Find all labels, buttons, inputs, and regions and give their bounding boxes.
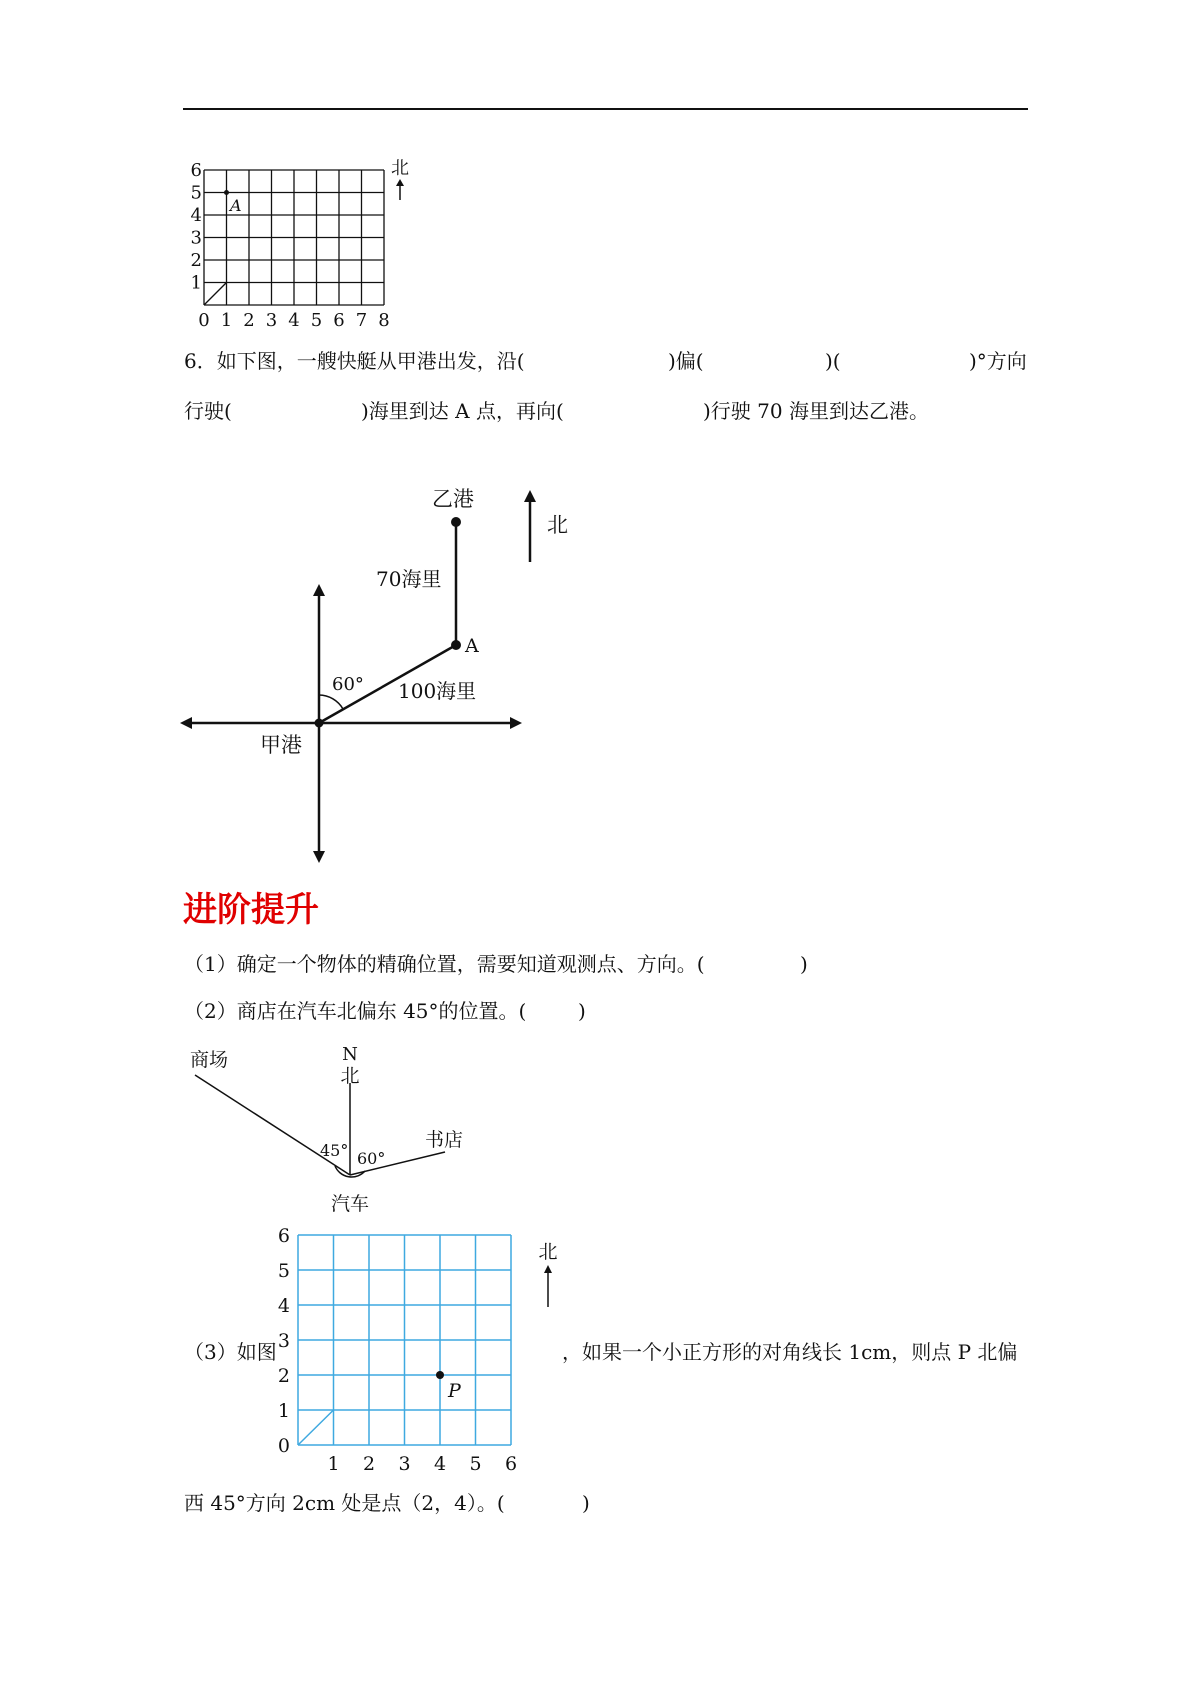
y-tick: 2 [190, 250, 202, 271]
q6-text-1: 6．如下图，一艘快艇从甲港出发，沿( [184, 349, 525, 373]
y-tick: 3 [190, 227, 202, 249]
y-tick: 1 [190, 272, 202, 294]
x-tick: 3 [265, 310, 278, 331]
car-bearing-diagram [180, 1040, 500, 1220]
car-label: 汽车 [330, 1193, 370, 1215]
header-rule [183, 108, 1028, 110]
north-arrow-icon [396, 179, 404, 200]
q6-text-5: 行驶( [184, 399, 232, 423]
y-tick: 4 [277, 1295, 290, 1317]
tf-q2 [184, 997, 586, 1025]
section-title: 进阶提升 [183, 890, 319, 930]
point-a-label: A [465, 635, 479, 657]
tf-q3-line-2-text: 西 45°方向 2cm 处是点（2，4）。( [184, 1491, 505, 1515]
y-tick: 5 [277, 1260, 290, 1282]
coordinate-grid-blue [270, 1225, 570, 1475]
coordinate-grid-top [180, 155, 410, 330]
x-tick: 1 [327, 1453, 340, 1475]
q6-text-7: )行驶 70 海里到达乙港。 [703, 399, 929, 423]
mall-label: 商场 [190, 1049, 229, 1071]
y-tick: 6 [277, 1225, 290, 1247]
angle-45-label: 45° [320, 1141, 349, 1160]
x-tick: 2 [243, 310, 255, 331]
x-tick: 5 [469, 1453, 482, 1475]
tf-q2-text: （2）商店在汽车北偏东 45°的位置。( [184, 999, 527, 1023]
distance-100-label: 100海里 [398, 679, 477, 703]
x-tick: 6 [504, 1453, 518, 1475]
bookstore-label: 书店 [425, 1129, 464, 1151]
port-a-label: 甲港 [260, 733, 302, 757]
x-tick: 2 [362, 1453, 376, 1475]
blue-grid-lines [298, 1235, 511, 1445]
point-p-label: P [448, 1380, 461, 1402]
x-tick: 7 [355, 310, 368, 331]
y-tick: 1 [277, 1400, 290, 1422]
north-label: 北 [538, 1241, 558, 1263]
tf-q1 [184, 950, 808, 978]
tf-q3-suffix: ，如果一个小正方形的对角线长 1cm，则点 P 北偏 [562, 1340, 1018, 1364]
tf-q3-line-2 [184, 1489, 590, 1517]
y-tick: 5 [190, 182, 202, 204]
x-tick: 3 [398, 1453, 411, 1475]
x-tick: 0 [198, 310, 210, 331]
x-tick: 5 [310, 310, 323, 331]
q6-text-2: )偏( [668, 349, 704, 373]
x-tick: 4 [288, 310, 300, 331]
q6-text-3: )( [825, 349, 841, 373]
y-tick: 6 [190, 160, 202, 181]
angle-60-label: 60° [357, 1149, 386, 1168]
x-tick: 6 [333, 310, 345, 331]
tf-q3-close: ) [582, 1491, 590, 1515]
boat-route-diagram [180, 480, 600, 860]
point-a-label: A [230, 196, 242, 215]
tf-q3-prefix: （3）如图 [184, 1340, 277, 1364]
north-label: 北 [547, 513, 568, 537]
north-label: 北 [340, 1065, 360, 1087]
n-label: N [342, 1044, 358, 1065]
tf-q2-close: ) [578, 999, 586, 1023]
x-tick: 1 [220, 310, 233, 331]
x-tick: 8 [378, 310, 390, 331]
tf-q1-text: （1）确定一个物体的精确位置，需要知道观测点、方向。( [184, 952, 705, 976]
tf-q3-line-1 [184, 1338, 1018, 1366]
north-label: 北 [391, 158, 409, 179]
y-tick: 0 [277, 1435, 290, 1457]
north-arrow-icon [544, 1265, 552, 1307]
y-tick: 3 [277, 1330, 290, 1352]
port-b-label: 乙港 [432, 487, 474, 511]
x-tick: 4 [433, 1453, 447, 1475]
q6-text-4: )°方向 [969, 349, 1027, 373]
distance-70-label: 70海里 [376, 567, 442, 591]
tf-q1-close: ) [800, 952, 808, 976]
y-tick: 4 [190, 205, 202, 226]
y-tick: 2 [277, 1365, 290, 1387]
point-a-dot [224, 190, 229, 195]
angle-60-label: 60° [332, 674, 364, 695]
q6-text-6: )海里到达 A 点，再向( [361, 399, 564, 423]
point-p-dot [436, 1371, 444, 1379]
